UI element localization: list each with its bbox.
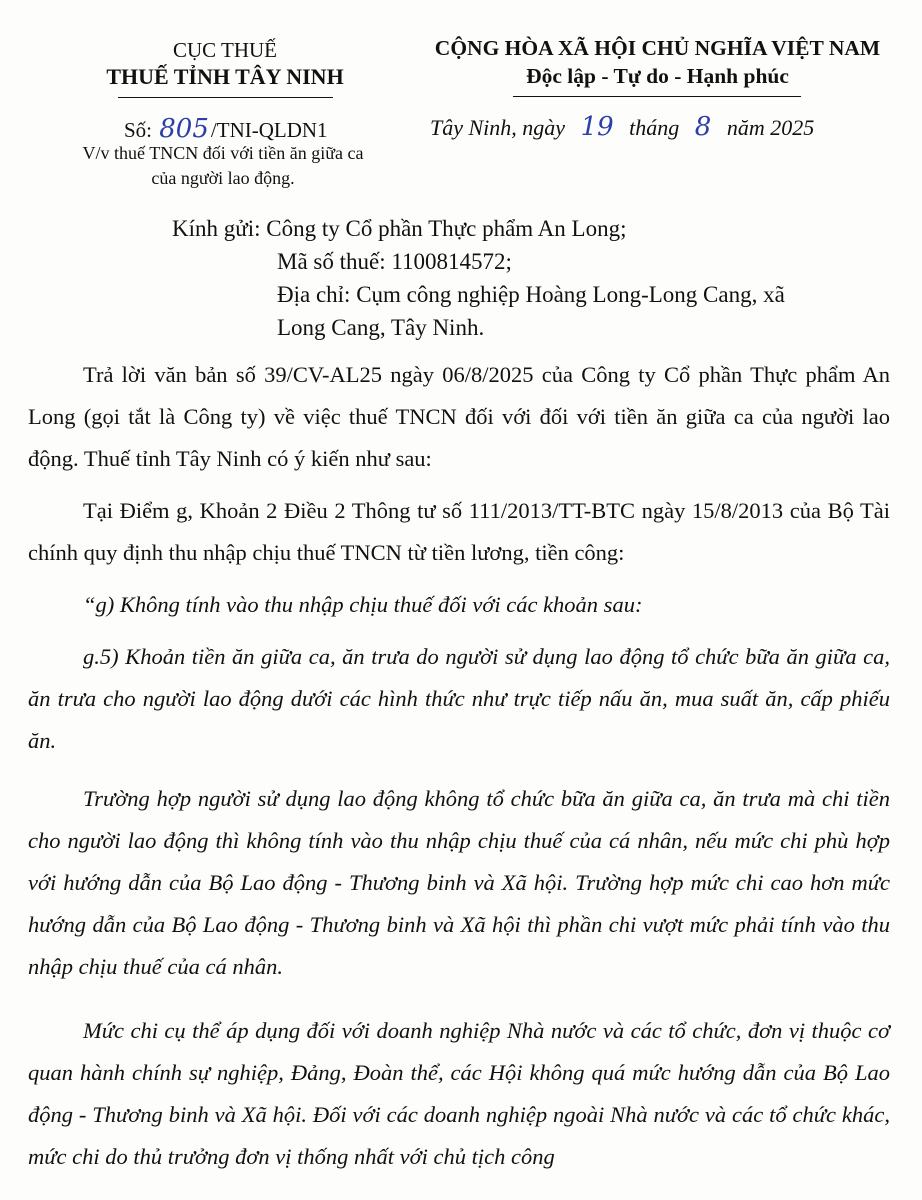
- doc-number-suffix: /TNI-QLDN1: [210, 118, 328, 142]
- recipient-address-line-1: Địa chỉ: Cụm công nghiệp Hoàng Long-Long Cang, xã: [277, 282, 785, 307]
- organization-underline: [118, 97, 333, 98]
- body-paragraph-quote-g: “g) Không tính vào thu nhập chịu thuế đối với các khoản sau:: [83, 592, 643, 617]
- national-title: CỘNG HÒA XÃ HỘI CHỦ NGHĨA VIỆT NAM: [434, 36, 881, 60]
- date-month-handwritten: 8: [694, 112, 712, 142]
- date-month-label: tháng: [629, 115, 680, 140]
- subject-line-2: của người lao động.: [151, 168, 295, 188]
- recipient-address-line-2: Long Cang, Tây Ninh.: [277, 315, 485, 340]
- date-place: Tây Ninh, ngày: [430, 115, 566, 140]
- document-subject: [28, 141, 418, 191]
- document-number: [124, 114, 328, 144]
- date-day-handwritten: 19: [580, 112, 614, 142]
- body-paragraph-quote-spending-level: Mức chi cụ thể áp dụng đối với doanh nghiệp Nhà nước và các tổ chức, đơn vị thuộc cơ quan hành chính sự nghiệp, Đảng, Đoàn thể, các Hội không quá mức hướng dẫn của Bộ Lao động - Thương binh và Xã hội. Đối với các doanh nghiệp ngoài Nhà nước và các tổ chức khác, mức chi do thủ trưởng đơn vị thống nhất với chủ tịch công: [28, 1018, 890, 1169]
- doc-number-prefix: Số:: [124, 118, 153, 142]
- body-paragraph-quote-cash-allowance: Trường hợp người sử dụng lao động không tổ chức bữa ăn giữa ca, ăn trưa mà chi tiền cho người lao động thì không tính vào thu nhập chịu thuế của cá nhân, nếu mức chi phù hợp với hướng dẫn của Bộ Lao động - Thương binh và Xã hội. Trường hợp mức chi cao hơn mức hướng dẫn của Bộ Lao động - Thương binh và Xã hội thì phần chi vượt mức phải tính vào thu nhập chịu thuế của cá nhân.: [28, 786, 890, 979]
- date-year: năm 2025: [726, 115, 815, 140]
- date-line: [430, 112, 814, 142]
- organization-name: THUẾ TỈNH TÂY NINH: [106, 64, 344, 89]
- body-paragraph-reply: Trả lời văn bản số 39/CV-AL25 ngày 06/8/2025 của Công ty Cổ phần Thực phẩm An Long (gọi tắt là Công ty) về việc thuế TNCN đối với đối với tiền ăn giữa ca của người lao động. Thuế tỉnh Tây Ninh có ý kiến như sau:: [28, 362, 890, 471]
- body-paragraph-legal-basis: Tại Điểm g, Khoản 2 Điều 2 Thông tư số 111/2013/TT-BTC ngày 15/8/2013 của Bộ Tài chính quy định thu nhập chịu thuế TNCN từ tiền lương, tiền công:: [28, 498, 890, 565]
- recipient-tax-code: Mã số thuế: 1100814572;: [277, 249, 512, 274]
- recipient-company: Kính gửi: Công ty Cổ phần Thực phẩm An Long;: [172, 216, 627, 241]
- motto-underline: [513, 96, 801, 97]
- doc-number-handwritten: 805: [159, 114, 209, 144]
- issuing-agency: CỤC THUẾ: [172, 38, 278, 62]
- subject-line-1: V/v thuế TNCN đối với tiền ăn giữa ca: [82, 143, 364, 163]
- recipient-block: [172, 212, 892, 344]
- national-motto: Độc lập - Tự do - Hạnh phúc: [526, 64, 789, 88]
- body-paragraph-quote-g5: g.5) Khoản tiền ăn giữa ca, ăn trưa do người sử dụng lao động tổ chức bữa ăn giữa ca, ăn trưa cho người lao động dưới các hình thức như trực tiếp nấu ăn, mua suất ăn, cấp phiếu ăn.: [28, 644, 890, 753]
